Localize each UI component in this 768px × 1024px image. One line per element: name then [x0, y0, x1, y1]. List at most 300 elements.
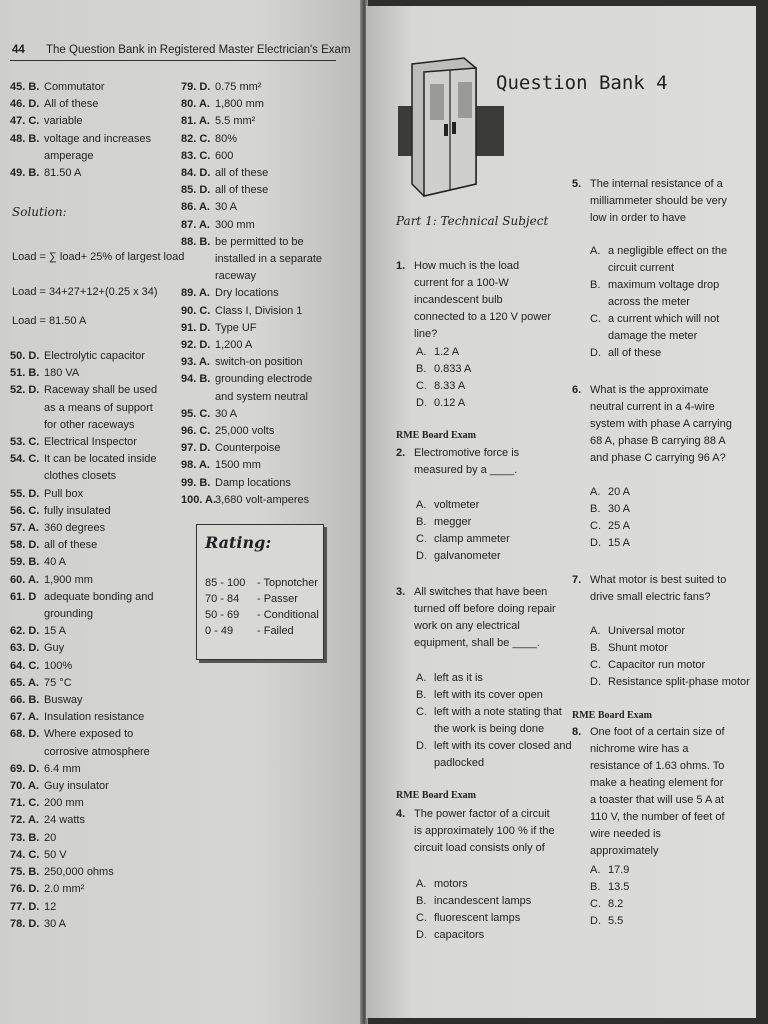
- answer-row: [10, 761, 180, 778]
- option-letter: B.: [416, 363, 427, 375]
- answer-number: 72. A.: [10, 814, 39, 827]
- answer-row: [10, 795, 180, 812]
- option-text: a negligible effect on the circuit current: [608, 245, 728, 274]
- answer-number: 80. A.: [181, 98, 210, 111]
- answer-text: 250,000 ohms: [44, 866, 114, 879]
- rating-row: [205, 625, 294, 637]
- option-letter: B.: [416, 689, 427, 701]
- answer-text: 40 A: [44, 556, 67, 569]
- answer-text: Pull box: [44, 487, 84, 500]
- option-text: 15 A: [608, 537, 631, 549]
- option-text: Resistance split-phase motor: [608, 676, 750, 688]
- answer-number: 85. D.: [181, 184, 211, 197]
- option-letter: A.: [590, 864, 601, 876]
- option-letter: A.: [590, 245, 601, 257]
- answer-text: 30 A: [215, 407, 238, 420]
- option-letter: D.: [590, 915, 601, 927]
- answer-number: 77. D.: [10, 900, 40, 913]
- answer-number: 94. B.: [181, 373, 211, 386]
- answer-number: 97. D.: [181, 442, 211, 455]
- option-text: 5.5: [608, 915, 624, 927]
- option-text: incandescent lamps: [434, 895, 532, 907]
- question-text: The power factor of a circuit is approximately 100 % if the circuit load consists only of: [414, 808, 555, 854]
- answer-row: [181, 131, 339, 148]
- answer-number: 92. D.: [181, 339, 211, 352]
- option-letter: B.: [416, 516, 427, 528]
- answer-option: [590, 484, 750, 501]
- answer-row: [10, 113, 180, 130]
- answer-row: [10, 658, 180, 675]
- answer-row: [10, 916, 180, 933]
- answer-row: [181, 96, 339, 113]
- answer-number: 51. B.: [10, 367, 40, 380]
- answer-text: 30 A: [44, 917, 67, 930]
- answer-text: Type UF: [215, 321, 257, 334]
- answer-option: [416, 361, 576, 378]
- answer-row: [10, 589, 180, 623]
- answer-number: 70. A.: [10, 780, 39, 793]
- answer-text: adequate bonding and grounding: [44, 590, 154, 621]
- answer-row: [10, 572, 180, 589]
- answer-text: All of these: [44, 98, 99, 111]
- answer-option: [416, 670, 576, 687]
- answer-text: all of these: [44, 539, 98, 552]
- question-5: [572, 176, 732, 227]
- answer-text: Guy: [44, 642, 65, 655]
- answer-number: 58. D.: [10, 539, 40, 552]
- answer-text: 20: [44, 831, 57, 844]
- answer-number: 56. C.: [10, 504, 40, 517]
- answer-row: [10, 503, 180, 520]
- answer-row: [10, 726, 180, 760]
- answer-row: [10, 778, 180, 795]
- answer-options: [590, 862, 750, 930]
- answer-text: 2.0 mm²: [44, 883, 85, 896]
- answer-option: [416, 514, 576, 531]
- answer-row: [10, 864, 180, 881]
- rating-range: 85 - 100: [205, 577, 246, 589]
- answer-row: [10, 640, 180, 657]
- question-number: 1.: [396, 260, 406, 272]
- answer-option: [416, 738, 576, 772]
- answer-option: [416, 927, 576, 944]
- rme-board-exam-label: RME Board Exam: [572, 710, 652, 721]
- answer-row: [181, 320, 339, 337]
- answer-number: 90. C.: [181, 304, 211, 317]
- answer-row: [181, 423, 339, 440]
- answer-number: 84. D.: [181, 167, 211, 180]
- question-number: 8.: [572, 726, 582, 738]
- question-number: 7.: [572, 574, 582, 586]
- answer-row: [181, 440, 339, 457]
- page-number: 44: [12, 44, 25, 56]
- question-number: 5.: [572, 178, 582, 190]
- answer-text: Counterpoise: [215, 442, 281, 455]
- rating-label: - Topnotcher: [257, 577, 318, 589]
- answer-option: [590, 311, 750, 345]
- option-letter: B.: [590, 279, 601, 291]
- question-text: How much is the load current for a 100-W incandescent bulb connected to a 120 V power line?: [414, 260, 551, 340]
- answer-option: [590, 862, 750, 879]
- answer-row: [181, 492, 339, 509]
- answer-number: 93. A.: [181, 356, 210, 369]
- answer-text: 1500 mm: [215, 459, 261, 472]
- answer-number: 63. D.: [10, 642, 40, 655]
- option-text: a current which will not damage the meter: [608, 313, 720, 342]
- rating-row: [205, 609, 319, 621]
- question-6: [572, 382, 732, 467]
- option-text: galvanometer: [434, 550, 501, 562]
- answer-number: 91. D.: [181, 321, 211, 334]
- rme-board-exam-label: RME Board Exam: [396, 790, 476, 801]
- option-text: 1.2 A: [434, 346, 460, 358]
- option-text: 30 A: [608, 503, 631, 515]
- answer-row: [181, 113, 339, 130]
- answer-row: [10, 486, 180, 503]
- option-text: left as it is: [434, 672, 483, 684]
- answer-row: [10, 899, 180, 916]
- answer-options: [416, 876, 576, 944]
- running-header: The Question Bank in Registered Master Electrician's Exam: [46, 44, 351, 56]
- answer-text: all of these: [215, 167, 269, 180]
- answer-options: [590, 623, 750, 691]
- answer-text: 5.5 mm²: [215, 115, 256, 128]
- answer-row: [181, 217, 339, 234]
- answer-number: 55. D.: [10, 487, 40, 500]
- answer-text: Class I, Division 1: [215, 304, 303, 317]
- question-3: [396, 584, 556, 652]
- answer-text: all of these: [215, 184, 269, 197]
- answer-row: [10, 881, 180, 898]
- answer-text: 30 A: [215, 201, 238, 214]
- answer-text: grounding electrode and system neutral: [215, 373, 313, 403]
- option-letter: C.: [416, 380, 427, 392]
- answer-text: fully insulated: [44, 504, 111, 517]
- question-number: 4.: [396, 808, 406, 820]
- option-text: maximum voltage drop across the meter: [608, 279, 720, 308]
- question-7: [572, 572, 732, 606]
- answer-text: 15 A: [44, 625, 67, 638]
- answer-option: [416, 704, 576, 738]
- option-letter: B.: [590, 642, 601, 654]
- option-letter: A.: [590, 625, 601, 637]
- answer-row: [10, 692, 180, 709]
- answer-option: [416, 344, 576, 361]
- answer-text: switch-on position: [215, 356, 303, 369]
- answer-option: [416, 378, 576, 395]
- option-text: 17.9: [608, 864, 630, 876]
- answer-option: [590, 535, 750, 552]
- option-text: clamp ammeter: [434, 533, 510, 545]
- answer-row: [10, 79, 180, 96]
- answer-option: [416, 395, 576, 412]
- option-letter: D.: [416, 740, 427, 752]
- answer-text: Where exposed to corrosive atmosphere: [44, 728, 150, 758]
- answer-option: [590, 896, 750, 913]
- answer-number: 60. A.: [10, 573, 39, 586]
- answer-row: [10, 675, 180, 692]
- answer-text: It can be located inside clothes closets: [44, 453, 157, 483]
- answer-number: 71. C.: [10, 797, 40, 810]
- question-text: All switches that have been turned off before doing repair work on any electrical equipment, shall be ____.: [414, 586, 556, 649]
- answer-text: 24 watts: [44, 814, 85, 827]
- answer-row: [10, 434, 180, 451]
- answer-row: [181, 285, 339, 302]
- answer-row: [181, 165, 339, 182]
- answer-number: 79. D.: [181, 81, 211, 93]
- answer-row: [10, 830, 180, 847]
- option-text: 0.12 A: [434, 397, 466, 409]
- answer-number: 57. A.: [10, 522, 39, 535]
- answer-text: Guy insulator: [44, 780, 109, 793]
- left-page: [0, 0, 362, 1024]
- option-text: left with its cover closed and padlocked: [434, 740, 572, 769]
- answer-option: [416, 548, 576, 565]
- answer-options: [416, 670, 576, 772]
- option-letter: C.: [590, 313, 601, 325]
- answer-number: 62. D.: [10, 625, 40, 638]
- option-letter: D.: [590, 347, 601, 359]
- option-text: 13.5: [608, 881, 630, 893]
- answer-row: [10, 812, 180, 829]
- answer-number: 54. C.: [10, 453, 40, 466]
- option-text: capacitors: [434, 929, 485, 941]
- answer-number: 99. B.: [181, 476, 211, 489]
- answer-option: [416, 687, 576, 704]
- answer-option: [590, 345, 750, 362]
- option-text: motors: [434, 878, 468, 890]
- answer-number: 67. A.: [10, 711, 39, 724]
- rating-label: - Conditional: [257, 609, 319, 621]
- answer-number: 49. B.: [10, 167, 40, 180]
- answer-options: [416, 497, 576, 565]
- option-letter: C.: [590, 520, 601, 532]
- chapter-title: Question Bank 4: [496, 72, 668, 94]
- rating-label: - Failed: [257, 625, 294, 637]
- answer-option: [590, 501, 750, 518]
- option-letter: D.: [416, 929, 427, 941]
- option-letter: A.: [416, 499, 427, 511]
- answer-number: 46. D.: [10, 98, 40, 111]
- solution-formula-3: Load = 81.50 A: [12, 315, 87, 327]
- question-number: 2.: [396, 447, 406, 459]
- answer-row: [181, 475, 339, 492]
- answer-number: 96. C.: [181, 425, 211, 438]
- answer-number: 69. D.: [10, 762, 40, 775]
- answer-text: Damp locations: [215, 476, 291, 489]
- answer-options: [590, 484, 750, 552]
- answer-number: 52. D.: [10, 384, 40, 397]
- option-letter: C.: [416, 706, 427, 718]
- answer-text: Raceway shall be used as a means of support for other raceways: [44, 384, 158, 431]
- option-text: 8.2: [608, 898, 624, 910]
- answer-text: Insulation resistance: [44, 711, 145, 724]
- header-rule: [10, 60, 336, 61]
- answer-number: 48. B.: [10, 132, 40, 145]
- answer-number: 76. D.: [10, 883, 40, 896]
- question-2: [396, 445, 556, 479]
- answer-text: Commutator: [44, 81, 105, 93]
- answer-text: 1,200 A: [215, 339, 253, 352]
- right-page: [366, 6, 756, 1018]
- answer-option: [590, 243, 750, 277]
- option-text: Shunt motor: [608, 642, 668, 654]
- option-letter: C.: [590, 898, 601, 910]
- option-text: left with a note stating that the work is being done: [434, 706, 562, 735]
- answer-number: 95. C.: [181, 407, 211, 420]
- answer-row: [10, 520, 180, 537]
- option-letter: C.: [590, 659, 601, 671]
- option-text: Capacitor run motor: [608, 659, 706, 671]
- answer-number: 75. B.: [10, 866, 40, 879]
- answer-text: 1,800 mm: [215, 98, 264, 111]
- question-text: What is the approximate neutral current in a 4-wire system with phase A carrying 68 A, phase B carrying 88 A and phase C carrying 96 A?: [590, 384, 732, 464]
- answer-number: 61. D: [10, 590, 37, 603]
- question-number: 6.: [572, 384, 582, 396]
- answer-number: 100. A.: [181, 493, 217, 506]
- answer-option: [416, 497, 576, 514]
- option-text: 0.833 A: [434, 363, 472, 375]
- option-text: Universal motor: [608, 625, 686, 637]
- answer-options: [416, 344, 576, 412]
- rating-row: [205, 593, 298, 605]
- answer-row: [10, 623, 180, 640]
- answer-column-2: [181, 79, 339, 509]
- answer-text: Dry locations: [215, 287, 279, 300]
- answer-text: Busway: [44, 694, 83, 707]
- answer-option: [416, 910, 576, 927]
- solution-formula-2: Load = 34+27+12+(0.25 x 34): [12, 286, 158, 298]
- answer-text: 25,000 volts: [215, 425, 275, 438]
- option-text: left with its cover open: [434, 689, 543, 701]
- answer-text: 600: [215, 149, 234, 162]
- answer-number: 83. C.: [181, 149, 211, 162]
- answer-number: 87. A.: [181, 218, 210, 231]
- answer-row: [181, 457, 339, 474]
- answer-text: 3,680 volt-amperes: [215, 493, 310, 506]
- answer-text: 0.75 mm²: [215, 81, 262, 93]
- answer-number: 59. B.: [10, 556, 40, 569]
- answer-text: 6.4 mm: [44, 762, 81, 775]
- option-text: 25 A: [608, 520, 631, 532]
- rating-row: [205, 577, 318, 589]
- answer-row: [181, 354, 339, 371]
- answer-row: [181, 79, 339, 96]
- answer-number: 88. B.: [181, 235, 211, 248]
- answer-number: 47. C.: [10, 115, 40, 128]
- answer-number: 78. D.: [10, 917, 40, 930]
- question-text: Electromotive force is measured by a ____.: [414, 447, 520, 476]
- answer-text: variable: [44, 115, 83, 128]
- answer-text: voltage and increases amperage: [44, 132, 152, 162]
- answer-row: [181, 199, 339, 216]
- electrical-cabinet-icon: [402, 54, 486, 204]
- answer-text: Electrical Inspector: [44, 436, 137, 449]
- answer-row: [181, 337, 339, 354]
- answer-row: [181, 148, 339, 165]
- answer-option: [590, 640, 750, 657]
- answer-option: [590, 277, 750, 311]
- answer-row: [10, 348, 180, 365]
- answer-number: 65. A.: [10, 676, 39, 689]
- question-4: [396, 806, 556, 857]
- answer-row: [181, 371, 339, 405]
- rating-range: 50 - 69: [205, 609, 240, 621]
- option-letter: D.: [416, 550, 427, 562]
- answer-number: 50. D.: [10, 350, 40, 362]
- option-letter: B.: [590, 881, 601, 893]
- rating-box: [196, 524, 324, 660]
- answer-row: [10, 554, 180, 571]
- answer-text: 75 °C: [44, 676, 72, 689]
- answer-number: 66. B.: [10, 694, 40, 707]
- option-letter: A.: [416, 878, 427, 890]
- answer-text: 50 V: [44, 848, 67, 861]
- option-text: 8.33 A: [434, 380, 466, 392]
- answer-column-1: [10, 79, 180, 182]
- solution-formula-1: Load = ∑ load+ 25% of largest load: [12, 251, 185, 263]
- answer-option: [416, 876, 576, 893]
- option-letter: A.: [416, 672, 427, 684]
- answer-option: [590, 657, 750, 674]
- answer-text: 180 VA: [44, 367, 80, 380]
- answer-row: [10, 96, 180, 113]
- option-letter: D.: [590, 676, 601, 688]
- answer-row: [181, 234, 339, 286]
- rating-title: Rating:: [205, 533, 272, 552]
- answer-option: [590, 518, 750, 535]
- answer-option: [416, 531, 576, 548]
- rating-range: 0 - 49: [205, 625, 234, 637]
- option-letter: C.: [416, 912, 427, 924]
- option-letter: A.: [416, 346, 427, 358]
- answer-option: [590, 623, 750, 640]
- answer-number: 82. C.: [181, 132, 211, 145]
- answer-row: [181, 406, 339, 423]
- option-letter: D.: [416, 397, 427, 409]
- answer-column-1b: [10, 348, 180, 933]
- question-text: What motor is best suited to drive small electric fans?: [590, 574, 727, 603]
- answer-number: 64. C.: [10, 659, 40, 672]
- option-text: voltmeter: [434, 499, 480, 511]
- part-label: Part 1: Technical Subject: [396, 214, 549, 228]
- answer-number: 45. B.: [10, 81, 40, 93]
- answer-option: [590, 879, 750, 896]
- answer-row: [10, 382, 180, 434]
- option-letter: A.: [590, 486, 601, 498]
- answer-row: [181, 182, 339, 199]
- answer-row: [10, 365, 180, 382]
- question-number: 3.: [396, 586, 406, 598]
- answer-option: [590, 674, 750, 691]
- answer-text: Electrolytic capacitor: [44, 350, 145, 362]
- answer-row: [10, 709, 180, 726]
- rating-range: 70 - 84: [205, 593, 240, 605]
- rme-board-exam-label: RME Board Exam: [396, 430, 476, 441]
- option-letter: D.: [590, 537, 601, 549]
- answer-text: 360 degrees: [44, 522, 106, 535]
- answer-text: 12: [44, 900, 57, 913]
- option-text: 20 A: [608, 486, 631, 498]
- solution-label: Solution:: [12, 205, 67, 219]
- option-letter: C.: [416, 533, 427, 545]
- answer-row: [181, 303, 339, 320]
- option-letter: B.: [590, 503, 601, 515]
- answer-row: [10, 165, 180, 182]
- answer-number: 86. A.: [181, 201, 210, 214]
- answer-text: 81.50 A: [44, 167, 82, 180]
- question-text: One foot of a certain size of nichrome wire has a resistance of 1.63 ohms. To make a heating element for a toaster that will use 5 A at 110 V, the number of feet of wire needed is approximately: [590, 726, 725, 857]
